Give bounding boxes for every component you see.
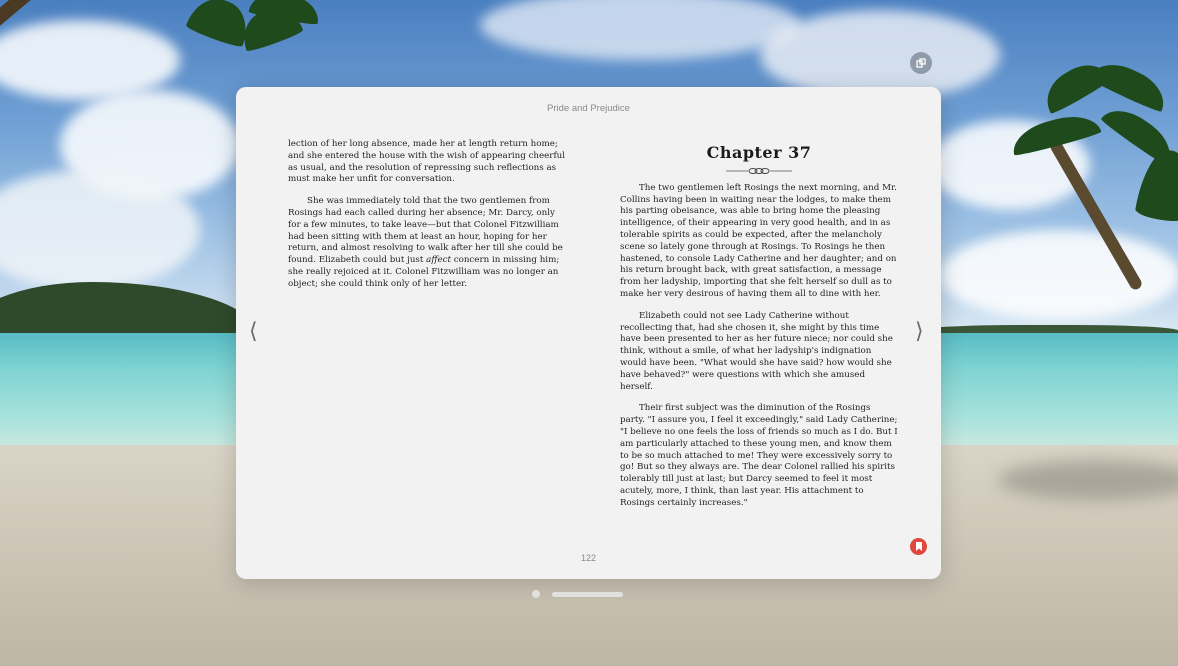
paragraph: The two gentlemen left Rosings the next morning, and Mr. Collins having been in waiting near the lodges, to make them his parting obeisance, was able to bring home the pleasing intelligence, of their appearing in very good health, and in as tolerable spirits as could be expected, after the melancholy scene so lately gone through at Rosings. To Rosings he then hastened, to console Lady Catherine and her daughter; and on his return brought back, with great satisfaction, a message from her ladyship, importing that she felt herself so dull as to make her very desirous of having them all to dine with her. <box>620 182 897 299</box>
chevron-left-icon: ⟨ <box>249 319 258 344</box>
ornament-divider <box>620 167 898 177</box>
window-resize-button[interactable] <box>910 52 932 74</box>
next-page-button[interactable] <box>915 319 924 344</box>
palm-frond <box>1088 54 1172 113</box>
cloud <box>940 230 1178 320</box>
ornament-icon <box>724 167 794 175</box>
paragraph <box>288 196 566 290</box>
paragraph-text: She was immediately told that the two gentlemen from Rosings had each called during her absence; Mr. Darcy, only for a few minutes, to take leave—but that Colonel Fitzwilliam had been sitting with them at least an hour, hoping for her return, and almost resolving to walk after her till she could be found. Elizabeth could but just <box>288 196 563 266</box>
book-title: Pride and Prejudice <box>547 103 630 114</box>
italic-text: affect <box>426 255 451 266</box>
bookmark-icon <box>915 542 923 551</box>
paragraph-text: concern in missing him; she really rejoiced at it. Colonel Fitzwilliam was no longer an object; she could think only of her letter. <box>288 255 560 289</box>
palm-frond <box>1134 146 1178 224</box>
right-page <box>620 143 898 520</box>
previous-page-button[interactable] <box>249 319 258 344</box>
book-reader-window <box>236 87 941 579</box>
left-page <box>288 139 566 301</box>
paragraph: lection of her long absence, made her at length return home; and she entered the house with the wish of appearing cheerful as usual, and the resolution of repressing such reflections as must make her unfit for conversation. <box>288 139 566 185</box>
cloud <box>480 0 800 60</box>
page-number: 122 <box>580 553 597 563</box>
window-grabber-bar[interactable] <box>552 592 623 597</box>
paragraph: Their first subject was the diminution of the Rosings party. "I assure you, I feel it exceedingly," said Lady Catherine; "I believe no one feels the loss of friends so much as I do. But I am particularly attached to these young men, and know them to be so much attached to me! They were excessively sorry to go! But so they always are. The dear Colonel rallied his spirits tolerably till just at last; but Darcy seemed to feel it most acutely, more, I think, than last year. His attachment to Rosings certainly increases." <box>620 403 898 508</box>
cloud <box>0 20 180 100</box>
window-resize-icon <box>915 57 927 69</box>
chapter-title: Chapter 37 <box>706 143 812 162</box>
chevron-right-icon: ⟩ <box>915 319 924 344</box>
bookmark-button[interactable] <box>910 538 927 555</box>
window-close-dot[interactable] <box>532 590 540 598</box>
paragraph: Elizabeth could not see Lady Catherine without recollecting that, had she chosen it, she might by this time have been presented to her as her future niece; nor could she think, without a smile, of what her ladyship's indignation would have been. "What would she have said? how would she have behaved?" were questions with which she amused herself. <box>620 310 893 392</box>
